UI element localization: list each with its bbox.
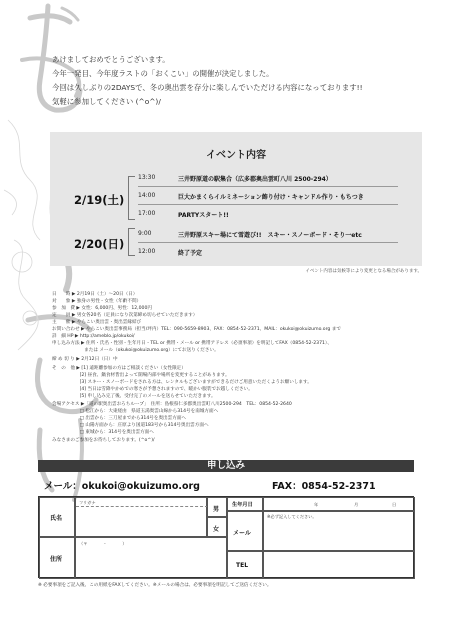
year-label: 年 <box>314 502 319 507</box>
postal-code: （〒 - ） <box>79 541 127 546</box>
application-email: メール：okukoi@okuizumo.org <box>44 481 200 492</box>
address-field[interactable] <box>75 537 227 579</box>
male-option[interactable] <box>207 497 227 517</box>
event-item: 三井野原スキー場にて雪遊び!! スキー・スノーボード・そり一etc <box>178 232 362 239</box>
detail-capacity: 定 員 ▶ 男女各20名（定員になり次第締め切らせていただきます） <box>52 313 198 318</box>
greeting-line-4: 気軽に参加してください (^o^)/ <box>52 97 161 106</box>
event-note: イベント内容は気候等により変更となる場合があります。 <box>305 269 422 274</box>
detail-access-2: □ 出雲から：三刀屋までから314号を奥出雲方面へ <box>52 416 187 421</box>
event-time: 13:30 <box>138 174 156 181</box>
detail-other-4: [4] 当日は雪降やかめでの寒さが予想されますので、暖かい服装でお越しください。 <box>52 387 253 392</box>
application-footnote: ※ 必要事項をご記入後、この用紙をFAXしてください。※メールの場合は、必要事項を明記してご送信ください。 <box>38 583 272 588</box>
detail-other-3: [3] スキー・スノーボードをされる方は、レンタルもございますができるだけご用意いただくようお願いします。 <box>52 380 312 385</box>
greeting-line-2: 今年一発目、今年度ラストの「おくこい」の開催が決定しました。 <box>52 69 274 78</box>
event-date-day2: 2/20(日) <box>74 237 125 251</box>
male-label: 男 <box>213 506 220 513</box>
birth-label-cell <box>227 497 263 511</box>
event-time: 17:00 <box>138 210 156 217</box>
detail-organizer: 主 催 ▶ やらこい奥出雲・奥出雲縁結び <box>52 320 142 325</box>
detail-deadline: 締 め 切 り ▶ 2月12日（日）中 <box>52 357 118 362</box>
female-label: 女 <box>213 526 220 533</box>
event-section <box>50 132 422 266</box>
detail-other-5: [5] 申し込み完了後、受付完了のメールを送らせていただきます。 <box>52 394 216 399</box>
detail-access-1: □ 松江から：大東経由 県道玉湯奥雲山線から314号を南城方面へ <box>52 409 219 414</box>
detail-apply-method: 申し込み方法 ▶ 住所・氏名・性別・生年月日・TEL or 携帯・メール or 携帯アドレス（必須事項）を明記してFAX（0854-52-2371）、 <box>52 341 332 346</box>
event-item: 三井野原道の駅集合（広多郡奥出雲町八川 2500-294） <box>178 176 332 183</box>
day-label: 日 <box>392 502 397 507</box>
mail-label: メール <box>233 530 251 537</box>
day2-bracket <box>128 228 135 256</box>
mail-field[interactable] <box>263 511 415 551</box>
tel-label: TEL <box>236 562 249 569</box>
application-header <box>38 460 414 472</box>
event-date-day1: 2/19(土) <box>74 193 125 207</box>
detail-access-3: □ 山陽方面から：庄原より国道183号から314号奥出雲方面へ <box>52 423 209 428</box>
greeting-line-3: 今回は久しぶりの2DAYSで、冬の奥出雲を存分に楽しんでいただける内容になっております!! <box>52 83 363 92</box>
detail-fee: 参 加 費 ▶ 女性：6,000円、男性：12,000円 <box>52 306 152 311</box>
mail-hint: ※必ず記入してください。 <box>267 514 317 519</box>
tel-field[interactable] <box>263 551 415 579</box>
detail-other-1: そ の 他 ▶ [1] 遠距離参加の方はご相談ください（女性限定） <box>52 366 186 371</box>
event-time: 12:00 <box>138 248 156 255</box>
detail-closing: みなさまのご参加をお待ちしております。(^o^)/ <box>52 438 155 443</box>
furigana-label: フリガナ <box>79 500 96 505</box>
detail-access: 会場アクセス ▶「道の駅奥出雲おろちループ」 住所：島根県仁多郡奥出雲町八川2500-294 TEL：0854-52-2640 <box>52 402 292 407</box>
detail-contact: お問い合わせ ▶ やらこい奥出雲事務局（担当/坪内）TEL：090-5659-8903、FAX：0854-52-2371、MAIL：okukoi@okuizumo.org まで <box>52 327 341 332</box>
address-label: 住所 <box>50 556 63 563</box>
name-label-cell <box>39 497 75 537</box>
detail-apply-method-2: または メール（okukoi@okuizumo.org）にてお送りください。 <box>52 348 219 353</box>
name-label: 氏名 <box>50 515 63 522</box>
event-item: PARTYスタート!! <box>178 212 229 219</box>
application-title: 申し込み <box>206 460 245 471</box>
address-label-cell <box>39 537 75 579</box>
detail-date: 日 時 ▶ 2月19日（土）～20日（日） <box>52 292 138 297</box>
day1-bracket <box>128 176 135 220</box>
row-divider <box>138 242 398 243</box>
birth-field[interactable] <box>263 497 415 511</box>
detail-access-4: □ 東城から：314号を奥出雲方面へ <box>52 430 154 435</box>
row-divider <box>138 186 398 187</box>
tel-label-cell <box>227 551 263 579</box>
greeting-line-1: あけましておめでとうございます。 <box>52 55 170 64</box>
female-option[interactable] <box>207 517 227 537</box>
detail-other-2: [2] 昼食、鍋食材皆出よって開場内部や場所を変更することがあります。 <box>52 373 230 378</box>
month-label: 月 <box>354 502 359 507</box>
name-field[interactable] <box>75 497 207 537</box>
event-title: イベント内容 <box>206 150 266 161</box>
mail-label-cell <box>227 511 263 551</box>
application-form <box>38 496 414 578</box>
event-item: 巨大かまくらイルミネーション飾り付け・キャンドル作り・もちつき <box>178 194 364 201</box>
event-item: 終了予定 <box>178 250 203 257</box>
detail-homepage: 詳 細 HP ▶ http://ameblo.jp/okukoi/ <box>52 334 135 339</box>
event-time: 9:00 <box>138 230 152 237</box>
furigana-divider <box>76 506 208 507</box>
event-time: 14:00 <box>138 192 156 199</box>
application-fax: FAX：0854-52-2371 <box>272 481 376 492</box>
detail-target: 対 象 ▶ 独身の男性・女性（年齢不問） <box>52 299 142 304</box>
birth-label: 生年月日 <box>232 502 253 508</box>
row-divider <box>138 204 398 205</box>
